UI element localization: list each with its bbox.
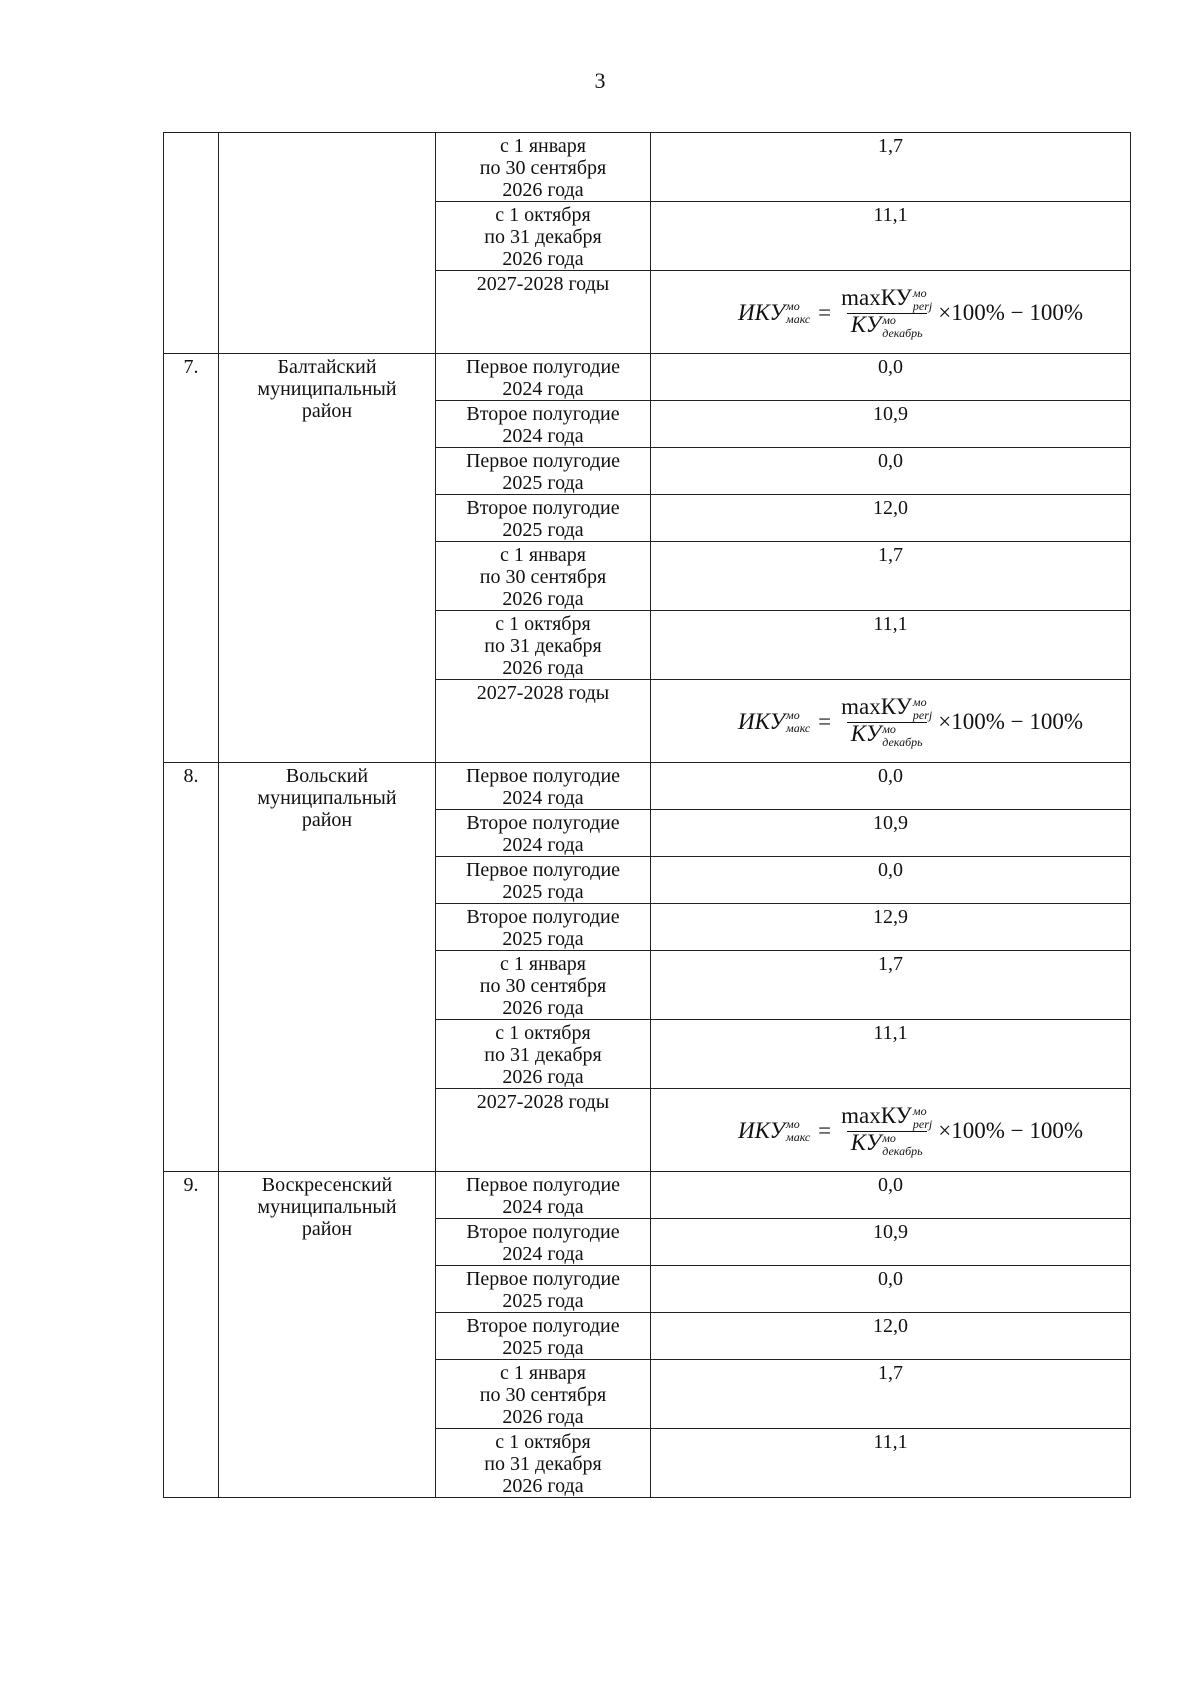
value-cell	[651, 1172, 1131, 1219]
value-cell	[651, 1219, 1131, 1266]
index-value: 0,0	[878, 859, 903, 881]
formula-tail: ×100% − 100%	[938, 1118, 1084, 1143]
table-row	[164, 763, 1131, 810]
formula-lhs-sup: мо	[786, 299, 800, 313]
value-cell	[651, 1429, 1131, 1498]
period-cell: Второе полугодие 2024 года	[436, 1219, 651, 1266]
period-cell: с 1 октября по 31 декабря 2026 года	[436, 1429, 651, 1498]
district-name: Балтайский муниципальный район	[219, 354, 436, 763]
district-number	[164, 133, 219, 354]
formula-tail: ×100% − 100%	[938, 300, 1084, 325]
value-cell	[651, 680, 1131, 763]
index-value: 0,0	[878, 450, 903, 472]
period-cell: Второе полугодие 2025 года	[436, 495, 651, 542]
district-name: Вольский муниципальный район	[219, 763, 436, 1172]
index-value: 0,0	[878, 1174, 903, 1196]
period-cell: Второе полугодие 2025 года	[436, 1313, 651, 1360]
period-cell: с 1 января по 30 сентября 2026 года	[436, 542, 651, 611]
index-value: 12,0	[873, 1315, 908, 1337]
district-number: 7.	[164, 354, 219, 763]
formula	[655, 273, 1126, 353]
value-cell	[651, 1266, 1131, 1313]
index-value: 1,7	[878, 135, 903, 157]
value-cell	[651, 401, 1131, 448]
index-value: 1,7	[878, 1362, 903, 1384]
value-cell	[651, 202, 1131, 271]
index-value: 1,7	[878, 544, 903, 566]
period-cell: 2027-2028 годы	[436, 680, 651, 763]
formula-lhs-sub: макс	[786, 721, 811, 735]
period-cell: Первое полугодие 2024 года	[436, 354, 651, 401]
formula-equals: =	[818, 1118, 832, 1143]
period-cell: с 1 октября по 31 декабря 2026 года	[436, 1020, 651, 1089]
value-cell	[651, 951, 1131, 1020]
period-cell: Первое полугодие 2024 года	[436, 1172, 651, 1219]
value-cell	[651, 904, 1131, 951]
period-cell: 2027-2028 годы	[436, 271, 651, 354]
district-name	[219, 133, 436, 354]
period-cell: Второе полугодие 2025 года	[436, 904, 651, 951]
formula-den-sup: мо	[882, 312, 896, 327]
period-cell: с 1 октября по 31 декабря 2026 года	[436, 202, 651, 271]
value-cell	[651, 542, 1131, 611]
value-cell	[651, 611, 1131, 680]
period-cell: с 1 января по 30 сентября 2026 года	[436, 133, 651, 202]
value-cell	[651, 1313, 1131, 1360]
index-value: 0,0	[878, 765, 903, 787]
district-number: 9.	[164, 1172, 219, 1498]
formula-lhs-sub: макс	[786, 312, 811, 326]
formula-fraction	[837, 693, 936, 749]
value-cell	[651, 857, 1131, 904]
value-cell	[651, 1020, 1131, 1089]
formula-num-sup: мо	[912, 285, 927, 300]
value-cell	[651, 763, 1131, 810]
formula-den-sub: декабрь	[882, 734, 923, 749]
formula-fraction	[837, 1102, 936, 1158]
formula-num-sub: perj	[912, 1116, 933, 1131]
table-row	[164, 354, 1131, 401]
value-cell	[651, 133, 1131, 202]
formula-den-sup: мо	[882, 721, 896, 736]
index-value: 1,7	[878, 953, 903, 975]
page-number: 3	[594, 68, 606, 93]
formula-lhs-main: ИКУ	[737, 1118, 786, 1143]
index-value: 10,9	[873, 403, 908, 425]
formula-equals: =	[818, 709, 832, 734]
formula-lhs-sup: мо	[786, 1117, 800, 1131]
index-value: 11,1	[873, 1022, 908, 1044]
formula-lhs-sub: макс	[786, 1130, 811, 1144]
formula-num-main: maxКУ	[841, 693, 912, 719]
value-cell	[651, 810, 1131, 857]
district-number: 8.	[164, 763, 219, 1172]
formula-num-sub: perj	[912, 707, 933, 722]
formula	[655, 1091, 1126, 1171]
period-cell: Первое полугодие 2024 года	[436, 763, 651, 810]
index-value: 11,1	[873, 1431, 908, 1453]
index-value: 12,0	[873, 497, 908, 519]
index-value: 10,9	[873, 812, 908, 834]
value-cell	[651, 495, 1131, 542]
index-value: 11,1	[873, 204, 908, 226]
formula-lhs-main: ИКУ	[737, 709, 786, 734]
period-cell: Первое полугодие 2025 года	[436, 1266, 651, 1313]
value-cell	[651, 448, 1131, 495]
table-row	[164, 133, 1131, 202]
period-cell: Первое полугодие 2025 года	[436, 857, 651, 904]
period-cell: с 1 октября по 31 декабря 2026 года	[436, 611, 651, 680]
formula-den-main: КУ	[850, 311, 882, 337]
period-cell: Второе полугодие 2024 года	[436, 401, 651, 448]
district-name: Воскресенский муниципальный район	[219, 1172, 436, 1498]
period-cell: 2027-2028 годы	[436, 1089, 651, 1172]
formula-den-main: КУ	[850, 1129, 882, 1155]
index-value: 10,9	[873, 1221, 908, 1243]
formula-den-main: КУ	[850, 720, 882, 746]
index-value: 0,0	[878, 356, 903, 378]
tariff-index-table	[163, 132, 1131, 1498]
index-value: 11,1	[873, 613, 908, 635]
formula	[655, 682, 1126, 762]
formula-num-main: maxКУ	[841, 1102, 912, 1128]
value-cell	[651, 271, 1131, 354]
value-cell	[651, 1360, 1131, 1429]
formula-num-sup: мо	[912, 1103, 927, 1118]
period-cell: Первое полугодие 2025 года	[436, 448, 651, 495]
index-value: 12,9	[873, 906, 908, 928]
period-cell: Второе полугодие 2024 года	[436, 810, 651, 857]
formula-lhs-main: ИКУ	[737, 300, 786, 325]
formula-tail: ×100% − 100%	[938, 709, 1084, 734]
value-cell	[651, 354, 1131, 401]
formula-den-sub: декабрь	[882, 1143, 923, 1158]
formula-num-sub: perj	[912, 298, 933, 313]
formula-fraction	[837, 284, 936, 340]
formula-den-sup: мо	[882, 1130, 896, 1145]
period-cell: с 1 января по 30 сентября 2026 года	[436, 951, 651, 1020]
formula-den-sub: декабрь	[882, 325, 923, 340]
formula-lhs-sup: мо	[786, 708, 800, 722]
period-cell: с 1 января по 30 сентября 2026 года	[436, 1360, 651, 1429]
value-cell	[651, 1089, 1131, 1172]
formula-num-sup: мо	[912, 694, 927, 709]
table-row	[164, 1172, 1131, 1219]
index-value: 0,0	[878, 1268, 903, 1290]
formula-num-main: maxКУ	[841, 284, 912, 310]
formula-equals: =	[818, 300, 832, 325]
